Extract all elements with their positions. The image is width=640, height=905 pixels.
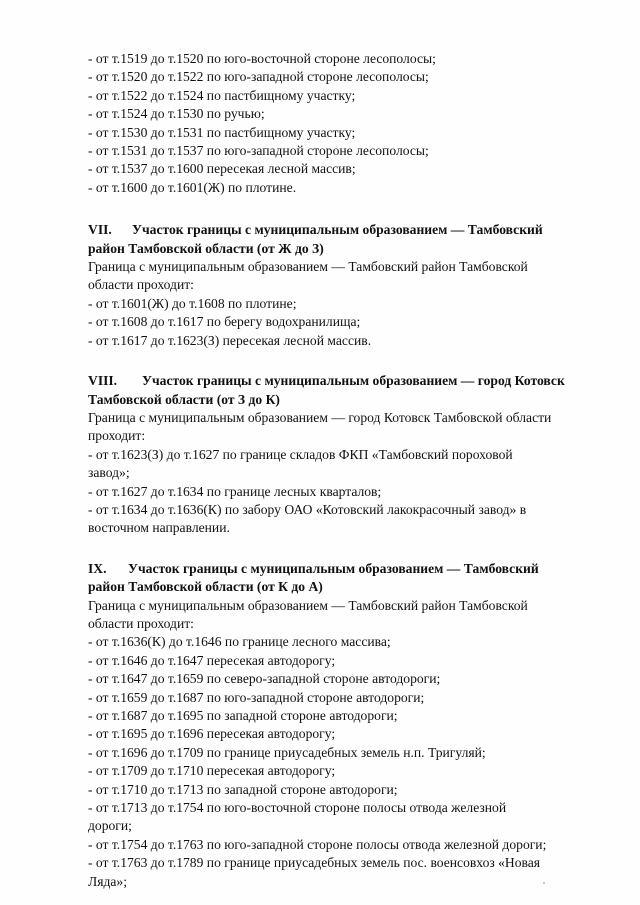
- list-item: - от т.1522 до т.1524 по пастбищному участку;: [88, 87, 356, 103]
- section-ix: [88, 560, 618, 891]
- list-item: - от т.1617 до т.1623(З) пересекая лесной массив.: [88, 332, 372, 348]
- section-heading-continued: Тамбовской области (от З до К): [88, 391, 280, 407]
- list-item: - от т.1530 до т.1531 по пастбищному участку;: [88, 124, 356, 140]
- section-heading-text: Участок границы с муниципальным образованием — Тамбовский: [128, 560, 539, 576]
- section-intro-continued: области проходит:: [88, 615, 194, 631]
- section-heading-text: Участок границы с муниципальным образованием — город Котовск: [142, 373, 565, 389]
- section-heading: [88, 372, 618, 390]
- list-item: - от т.1531 до т.1537 по юго-западной стороне лесополосы;: [88, 143, 429, 159]
- list-item: Ляда»;: [88, 873, 127, 889]
- section-heading-text: Участок границы с муниципальным образованием — Тамбовский: [132, 222, 543, 238]
- list-item: - от т.1687 до т.1695 по западной стороне автодороги;: [88, 708, 398, 723]
- list-item: - от т.1608 до т.1617 по берегу водохранилища;: [88, 314, 361, 330]
- section-viii: [88, 372, 618, 538]
- list-item: - от т.1713 до т.1754 по юго-восточной стороне полосы отвода железной: [88, 800, 507, 816]
- list-item: - от т.1627 до т.1634 по границе лесных кварталов;: [88, 483, 382, 499]
- list-item: восточном направлении.: [88, 520, 230, 536]
- section-heading: [88, 221, 618, 239]
- section-vii: [88, 221, 618, 350]
- list-item: - от т.1601(Ж) до т.1608 по плотине;: [88, 295, 297, 311]
- list-item: - от т.1524 до т.1530 по ручью;: [88, 106, 265, 122]
- section-heading: [88, 560, 618, 578]
- list-item: - от т.1763 до т.1789 по границе приусадебных земель пос. военсовхоз «Новая: [88, 855, 541, 871]
- list-item: - от т.1710 до т.1713 по западной стороне автодороги;: [88, 781, 398, 797]
- list-item: - от т.1537 до т.1600 пересекая лесной массив;: [88, 161, 356, 177]
- intro-list: [88, 50, 618, 197]
- list-item: - от т.1623(З) до т.1627 по границе складов ФКП «Тамбовский пороховой: [88, 446, 513, 462]
- list-item: - от т.1634 до т.1636(К) по забору ОАО «Котовский лакокрасочный завод» в: [88, 501, 527, 517]
- list-item: дороги;: [88, 818, 132, 834]
- section-number: VIII.: [88, 373, 118, 389]
- list-item: - от т.1636(К) до т.1646 по границе лесного массива;: [88, 634, 391, 650]
- list-item: - от т.1600 до т.1601(Ж) по плотине.: [88, 179, 297, 195]
- section-intro-continued: проходит:: [88, 428, 146, 444]
- scan-speck: [543, 882, 545, 884]
- section-intro: Граница с муниципальным образованием — Тамбовский район Тамбовской: [88, 259, 528, 275]
- list-item: - от т.1695 до т.1696 пересекая автодорогу;: [88, 726, 336, 742]
- section-intro: Граница с муниципальным образованием — город Котовск Тамбовской области: [88, 409, 552, 425]
- section-number: IX.: [88, 560, 107, 576]
- list-item: - от т.1647 до т.1659 по северо-западной стороне автодороги;: [88, 671, 441, 687]
- section-number: VII.: [88, 222, 112, 238]
- list-item: - от т.1519 до т.1520 по юго-восточной стороне лесополосы;: [88, 51, 436, 66]
- section-intro-continued: области проходит:: [88, 277, 194, 293]
- list-item: - от т.1520 до т.1522 по юго-западной стороне лесополосы;: [88, 69, 429, 85]
- list-item: - от т.1696 до т.1709 по границе приусадебных земель н.п. Тригуляй;: [88, 744, 486, 760]
- section-intro: Граница с муниципальным образованием — Тамбовский район Тамбовской: [88, 597, 528, 613]
- document-body: [88, 50, 618, 891]
- list-item: завод»;: [88, 465, 130, 481]
- list-item: - от т.1646 до т.1647 пересекая автодорогу;: [88, 652, 336, 668]
- list-item: - от т.1659 до т.1687 по юго-западной стороне автодороги;: [88, 689, 425, 705]
- list-item: - от т.1754 до т.1763 по юго-западной стороне полосы отвода железной дороги;: [88, 836, 547, 852]
- section-heading-continued: район Тамбовской области (от Ж до З): [88, 240, 324, 256]
- list-item: - от т.1709 до т.1710 пересекая автодорогу;: [88, 763, 336, 779]
- section-heading-continued: район Тамбовской области (от К до А): [88, 579, 323, 595]
